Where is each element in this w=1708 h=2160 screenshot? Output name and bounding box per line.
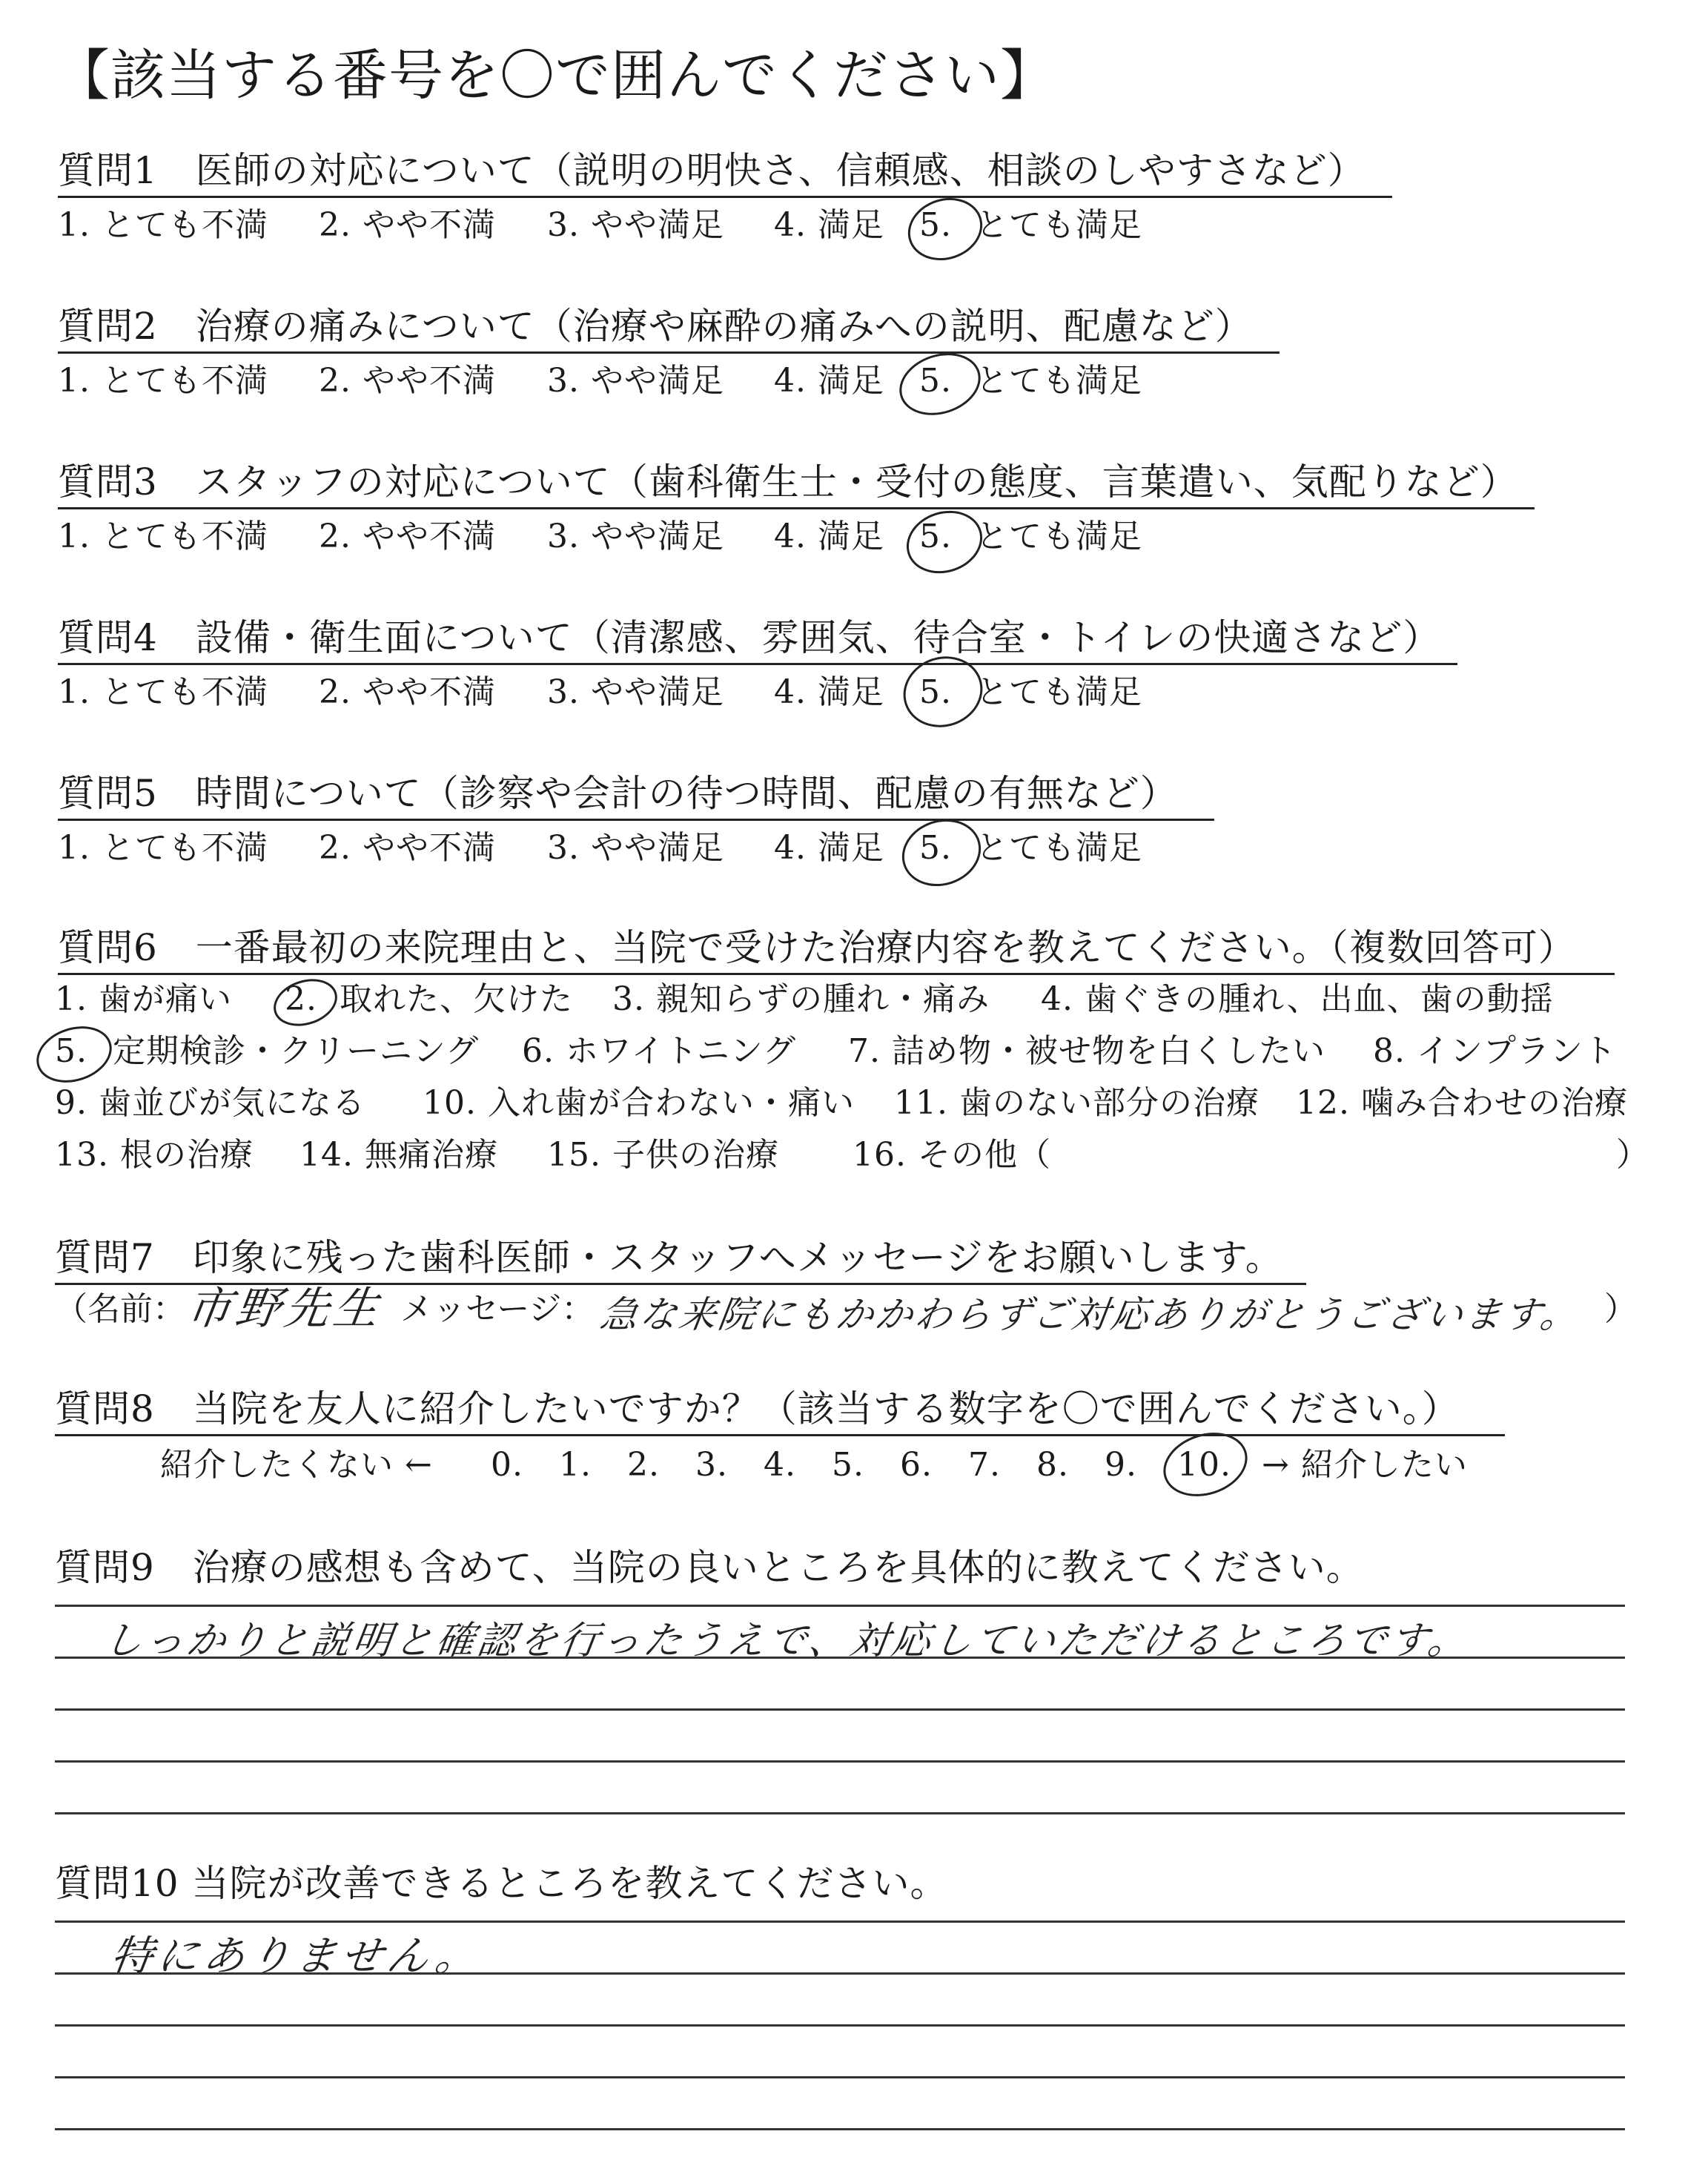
q2-option-2[interactable]: 2. やや不満 xyxy=(319,362,496,400)
q8-scale-10[interactable]: 10. xyxy=(1177,1446,1231,1484)
q6-option-11[interactable]: 11. 歯のない部分の治療 xyxy=(894,1084,1260,1122)
q8-scale-2[interactable]: 2. xyxy=(627,1446,660,1484)
q8-scale-8[interactable]: 8. xyxy=(1036,1446,1069,1484)
q8-left-label: 紹介したくない ← xyxy=(160,1446,433,1484)
q6-option-5-circle xyxy=(29,1017,119,1092)
q2-title: 質問2 治療の痛みについて（治療や麻酔の痛みへの説明、配慮など） xyxy=(58,305,1253,348)
q2-option-1[interactable]: 1. とても不満 xyxy=(58,362,268,400)
q8-underline xyxy=(55,1434,1505,1436)
q1-option-5-label: とても満足 xyxy=(976,206,1142,244)
q2-option-4[interactable]: 4. 満足 xyxy=(774,362,884,400)
q10-answer-line-4 xyxy=(55,2076,1625,2078)
q1-selection-circle xyxy=(900,188,990,270)
q6-underline xyxy=(58,973,1615,975)
q6-option-8[interactable]: 8. インプラント xyxy=(1373,1032,1617,1070)
q9-answer-line-2 xyxy=(55,1657,1625,1659)
q9-answer-line-4 xyxy=(55,1760,1625,1763)
q5-option-4[interactable]: 4. 満足 xyxy=(774,829,884,867)
q4-option-1[interactable]: 1. とても不満 xyxy=(58,673,268,711)
q6-option-3[interactable]: 3. 親知らずの腫れ・痛み xyxy=(612,980,990,1018)
q6-option-13[interactable]: 13. 根の治療 xyxy=(55,1136,254,1174)
q10-answer-line-2 xyxy=(55,1972,1625,1975)
q3-option-5[interactable]: 5. xyxy=(919,518,952,555)
q9-title: 質問9 治療の感想も含めて、当院の良いところを具体的に教えてください。 xyxy=(55,1546,1364,1589)
q3-option-3[interactable]: 3. やや満足 xyxy=(547,518,724,555)
q6-option-9[interactable]: 9. 歯並びが気になる xyxy=(55,1084,365,1122)
q3-option-2[interactable]: 2. やや不満 xyxy=(319,518,496,555)
q9-answer[interactable]: しっかりと説明と確認を行ったうえで、対応していただけるところです。 xyxy=(100,1619,1473,1663)
q3-option-5-label: とても満足 xyxy=(976,518,1142,555)
q5-option-5-label: とても満足 xyxy=(976,829,1142,867)
q6-option-6[interactable]: 6. ホワイトニング xyxy=(522,1032,797,1070)
q8-scale-9[interactable]: 9. xyxy=(1105,1446,1137,1484)
q6-option-2-circle xyxy=(268,971,343,1034)
q5-option-5[interactable]: 5. xyxy=(919,829,952,867)
q3-underline xyxy=(58,507,1535,509)
q8-title: 質問8 当院を友人に紹介したいですか？（該当する数字を〇で囲んでください。） xyxy=(55,1387,1460,1430)
q1-option-2[interactable]: 2. やや不満 xyxy=(319,206,496,244)
q10-answer-line-3 xyxy=(55,2024,1625,2027)
q7-name-label: （名前： xyxy=(55,1290,185,1328)
q1-option-5[interactable]: 5. xyxy=(919,206,952,244)
q6-option-12[interactable]: 12. 噛み合わせの治療 xyxy=(1296,1084,1628,1122)
q9-answer-line-5 xyxy=(55,1812,1625,1814)
q3-option-4[interactable]: 4. 満足 xyxy=(774,518,884,555)
q4-title: 質問4 設備・衛生面について（清潔感、雰囲気、待合室・トイレの快適さなど） xyxy=(58,616,1441,659)
q6-option-7[interactable]: 7. 詰め物・被せ物を白くしたい xyxy=(848,1032,1325,1070)
q6-option-2[interactable]: 2. xyxy=(285,980,317,1018)
q4-option-3[interactable]: 3. やや満足 xyxy=(547,673,724,711)
q8-scale-0[interactable]: 0. xyxy=(491,1446,523,1484)
q4-option-2[interactable]: 2. やや不満 xyxy=(319,673,496,711)
q6-option-15[interactable]: 15. 子供の治療 xyxy=(547,1136,779,1174)
q8-scale-6[interactable]: 6. xyxy=(900,1446,933,1484)
q10-answer[interactable]: 特にありません。 xyxy=(107,1932,486,1981)
q3-title: 質問3 スタッフの対応について（歯科衛生士・受付の態度、言葉遣い、気配りなど） xyxy=(58,460,1518,503)
q3-option-1[interactable]: 1. とても不満 xyxy=(58,518,268,555)
q7-message-value[interactable]: 急な来院にもかかわらずご対応ありがとうございます。 xyxy=(597,1293,1583,1336)
q5-option-2[interactable]: 2. やや不満 xyxy=(319,829,496,867)
q7-message-label: メッセージ： xyxy=(400,1290,595,1328)
q5-title: 質問5 時間について（診察や会計の待つ時間、配慮の有無など） xyxy=(58,772,1178,815)
q6-option-5-label: 定期検診・クリーニング xyxy=(113,1032,480,1070)
q10-answer-line-1 xyxy=(55,1920,1625,1923)
q2-option-5-label: とても満足 xyxy=(976,362,1142,400)
q6-option-10[interactable]: 10. 入れ歯が合わない・痛い xyxy=(423,1084,855,1122)
q1-title: 質問1 医師の対応について（説明の明快さ、信頼感、相談のしやすさなど） xyxy=(58,149,1366,192)
q6-option-5[interactable]: 5. xyxy=(55,1032,87,1070)
form-heading: 【該当する番号を〇で囲んでください】 xyxy=(55,44,1056,108)
q5-option-1[interactable]: 1. とても不満 xyxy=(58,829,268,867)
q2-option-3[interactable]: 3. やや満足 xyxy=(547,362,724,400)
q2-option-5[interactable]: 5. xyxy=(919,362,952,400)
q7-close-paren: ） xyxy=(1604,1290,1637,1328)
q6-title: 質問6 一番最初の来院理由と、当院で受けた治療内容を教えてください。（複数回答可） xyxy=(58,926,1576,969)
q2-underline xyxy=(58,351,1280,354)
q10-title: 質問10 当院が改善できるところを教えてください。 xyxy=(55,1862,948,1905)
q9-answer-line-3 xyxy=(55,1708,1625,1711)
q8-scale-3[interactable]: 3. xyxy=(695,1446,728,1484)
q1-option-4[interactable]: 4. 満足 xyxy=(774,206,884,244)
q4-underline xyxy=(58,663,1457,665)
q6-option-16-close: ） xyxy=(1616,1136,1649,1174)
q8-scale-4[interactable]: 4. xyxy=(764,1446,796,1484)
q4-option-4[interactable]: 4. 満足 xyxy=(774,673,884,711)
q5-underline xyxy=(58,819,1214,821)
q8-scale-7[interactable]: 7. xyxy=(968,1446,1001,1484)
q1-option-3[interactable]: 3. やや満足 xyxy=(547,206,724,244)
q4-option-5[interactable]: 5. xyxy=(919,673,952,711)
q5-selection-circle xyxy=(893,809,990,896)
q5-option-3[interactable]: 3. やや満足 xyxy=(547,829,724,867)
q8-right-label: → 紹介したい xyxy=(1262,1446,1468,1484)
q4-option-5-label: とても満足 xyxy=(976,673,1142,711)
q10-answer-line-5 xyxy=(55,2128,1625,2130)
q1-underline xyxy=(58,196,1392,198)
q6-option-16[interactable]: 16. その他（ xyxy=(853,1136,1051,1174)
q8-scale-1[interactable]: 1. xyxy=(559,1446,592,1484)
q3-selection-circle xyxy=(898,501,990,583)
q7-name-value[interactable]: 市野先生 xyxy=(183,1283,386,1335)
q7-title: 質問7 印象に残った歯科医師・スタッフへメッセージをお願いします。 xyxy=(55,1236,1283,1279)
q6-option-4[interactable]: 4. 歯ぐきの腫れ、出血、歯の動揺 xyxy=(1041,980,1554,1018)
q2-selection-circle xyxy=(891,343,988,426)
q6-option-1[interactable]: 1. 歯が痛い xyxy=(55,980,232,1018)
q6-option-14[interactable]: 14. 無痛治療 xyxy=(299,1136,498,1174)
q8-scale-5[interactable]: 5. xyxy=(832,1446,864,1484)
q1-option-1[interactable]: 1. とても不満 xyxy=(58,206,268,244)
q9-answer-line-1 xyxy=(55,1605,1625,1607)
q6-option-2-label: 取れた、欠けた xyxy=(340,980,573,1018)
